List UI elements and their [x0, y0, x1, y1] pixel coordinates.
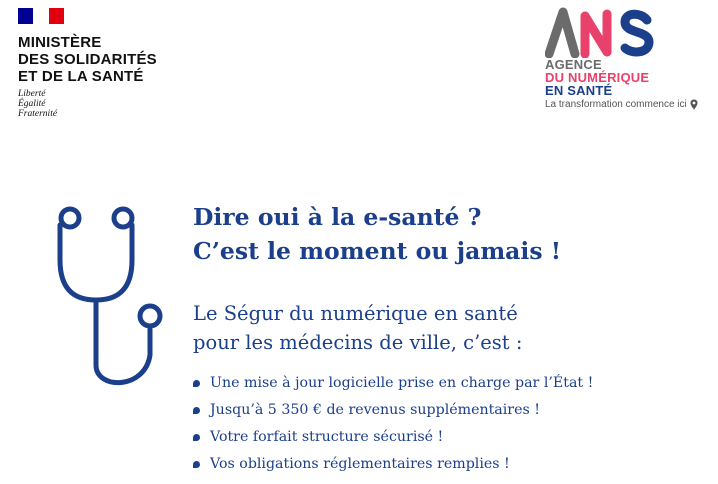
bullet-icon [193, 407, 200, 414]
list-item-text: Une mise à jour logicielle prise en charge par l’État ! [210, 375, 594, 391]
list-item [193, 424, 593, 451]
subheading [193, 299, 522, 357]
subheading-line: pour les médecins de ville, c’est : [193, 331, 523, 354]
ministry-name-line: DES SOLIDARITÉS [18, 51, 157, 68]
french-flag-icon [18, 8, 64, 24]
list-item-text: Votre forfait structure sécurisé ! [210, 429, 444, 445]
location-pin-icon [690, 99, 698, 110]
list-item-text: Vos obligations réglementaires remplies ! [210, 456, 510, 472]
headline-line: C’est le moment ou jamais ! [193, 237, 562, 265]
list-item [193, 451, 593, 478]
bullet-icon [193, 461, 200, 468]
ministry-block [18, 8, 157, 119]
motto-line: Fraternité [18, 109, 58, 119]
bullet-icon [193, 434, 200, 441]
list-item-text: Jusqu’à 5 350 € de revenus supplémentaires ! [210, 402, 540, 418]
headline [193, 200, 561, 268]
stethoscope-icon [50, 205, 175, 400]
headline-line: Dire oui à la e-santé ? [193, 203, 482, 231]
ministry-name-line: ET DE LA SANTÉ [18, 68, 144, 85]
agency-tagline: La transformation commence ici [545, 99, 687, 110]
agency-name-line: AGENCE [545, 57, 602, 72]
agency-name [545, 58, 710, 97]
agency-name-line: DU NUMÉRIQUE [545, 70, 650, 85]
bullet-icon [193, 380, 200, 387]
ministry-name-line: MINISTÈRE [18, 34, 102, 51]
list-item [193, 397, 593, 424]
motto-line: Liberté [18, 89, 46, 99]
subheading-line: Le Ségur du numérique en santé [193, 302, 518, 325]
agency-name-line: EN SANTÉ [545, 83, 613, 98]
ministry-name [18, 34, 157, 85]
benefits-list [193, 370, 593, 478]
agency-tagline-row [545, 99, 710, 110]
list-item [193, 370, 593, 397]
agency-block [545, 6, 710, 110]
ans-logo-icon [545, 6, 655, 58]
motto-line: Égalité [18, 99, 46, 109]
republic-motto [18, 89, 157, 119]
